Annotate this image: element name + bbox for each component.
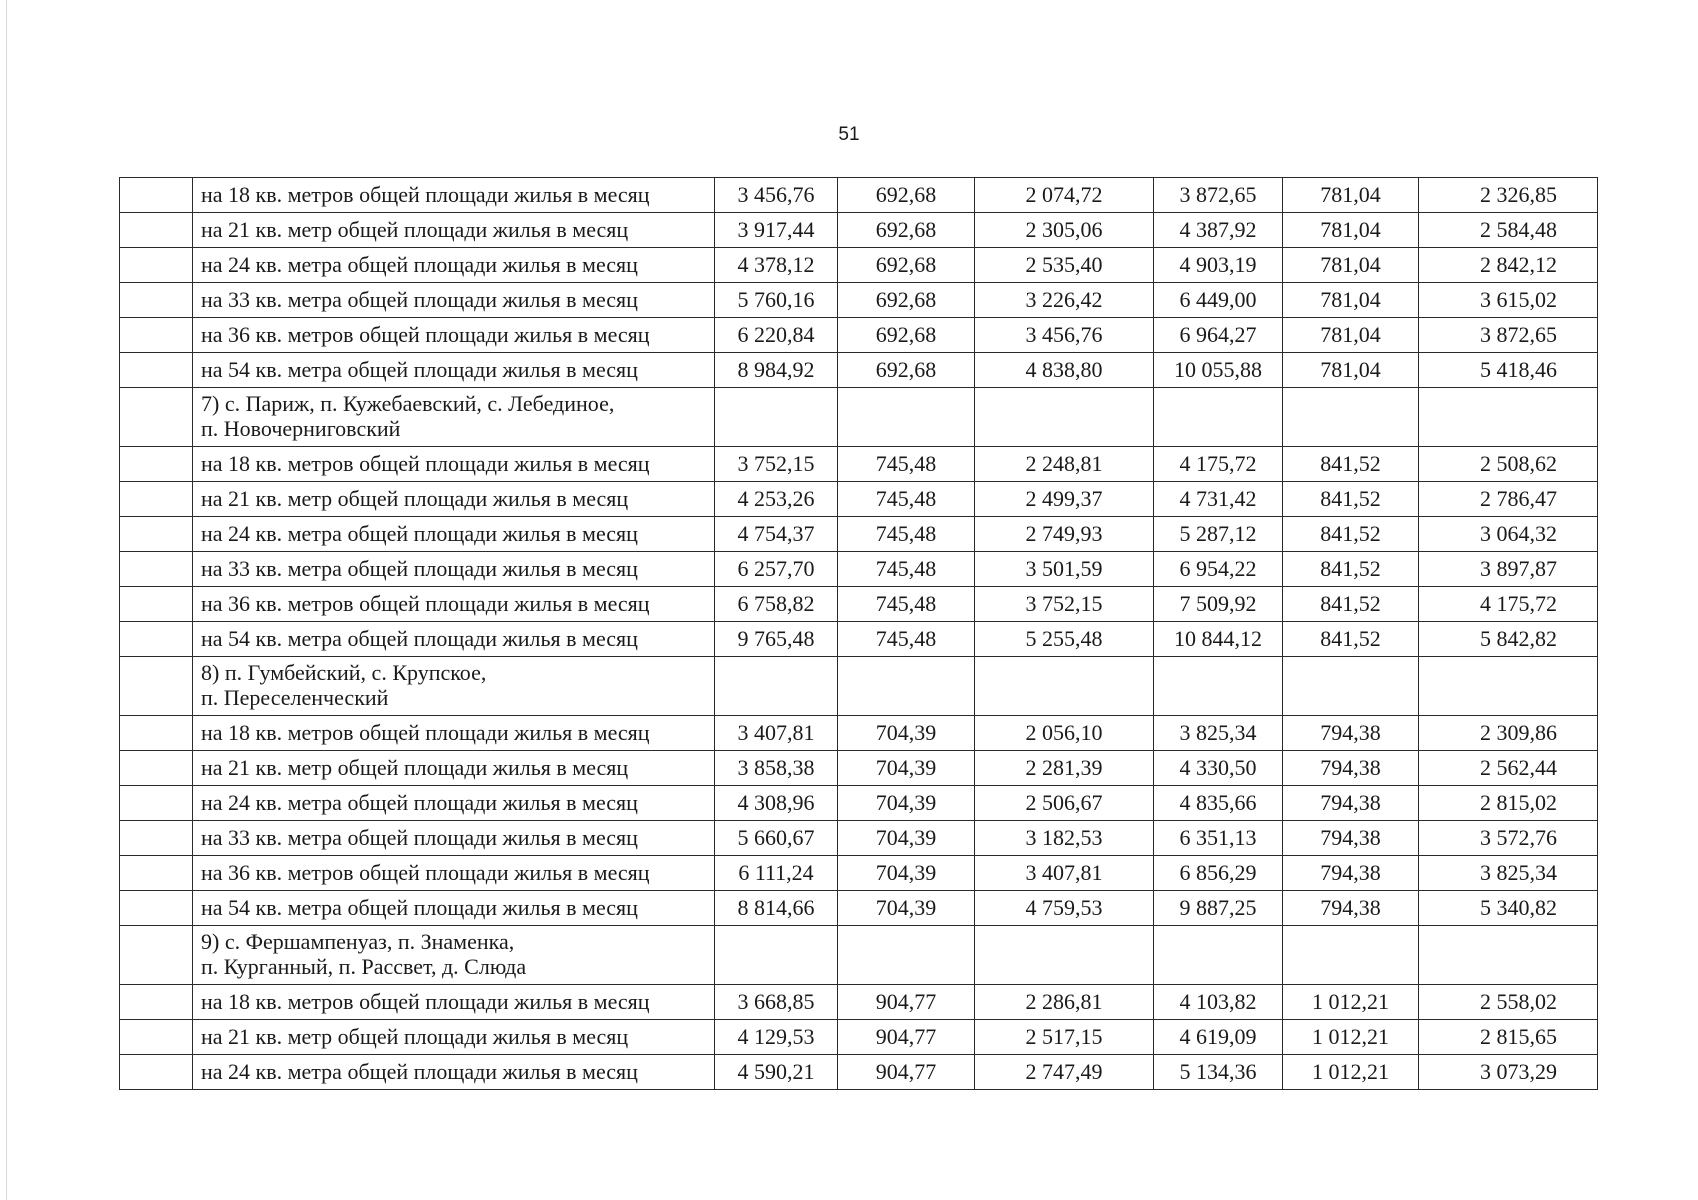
area-label-cell: на 21 кв. метр общей площади жилья в месяц xyxy=(193,213,715,248)
tariff-table xyxy=(119,177,1598,1090)
value-cell-col3: 2 506,67 xyxy=(975,786,1154,821)
value-cell-col6: 2 786,47 xyxy=(1419,482,1598,517)
row-index-cell xyxy=(120,657,193,716)
value-cell-col6: 5 842,82 xyxy=(1419,622,1598,657)
table-row xyxy=(120,1055,1598,1090)
value-cell-col3: 3 456,76 xyxy=(975,318,1154,353)
value-cell-col1: 8 814,66 xyxy=(715,891,838,926)
value-cell-col1: 6 257,70 xyxy=(715,552,838,587)
value-cell-col2: 704,39 xyxy=(838,891,975,926)
value-cell-col1: 3 668,85 xyxy=(715,985,838,1020)
value-cell-col6: 3 073,29 xyxy=(1419,1055,1598,1090)
empty-value-cell xyxy=(1154,657,1283,716)
value-cell-col2: 745,48 xyxy=(838,552,975,587)
value-cell-col1: 8 984,92 xyxy=(715,353,838,388)
row-index-cell xyxy=(120,482,193,517)
value-cell-col2: 745,48 xyxy=(838,622,975,657)
row-index-cell xyxy=(120,821,193,856)
value-cell-col5: 841,52 xyxy=(1283,622,1419,657)
empty-value-cell xyxy=(1154,926,1283,985)
value-cell-col2: 704,39 xyxy=(838,786,975,821)
value-cell-col6: 5 418,46 xyxy=(1419,353,1598,388)
row-index-cell xyxy=(120,447,193,482)
group-label-cell xyxy=(193,388,715,447)
value-cell-col2: 692,68 xyxy=(838,318,975,353)
empty-value-cell xyxy=(975,926,1154,985)
area-label-cell: на 18 кв. метров общей площади жилья в месяц xyxy=(193,985,715,1020)
row-index-cell xyxy=(120,891,193,926)
area-label-cell: на 33 кв. метра общей площади жилья в месяц xyxy=(193,821,715,856)
value-cell-col5: 1 012,21 xyxy=(1283,985,1419,1020)
area-label-cell: на 54 кв. метра общей площади жилья в месяц xyxy=(193,891,715,926)
table-row xyxy=(120,891,1598,926)
value-cell-col2: 692,68 xyxy=(838,178,975,213)
value-cell-col2: 692,68 xyxy=(838,283,975,318)
value-cell-col4: 6 351,13 xyxy=(1154,821,1283,856)
value-cell-col5: 781,04 xyxy=(1283,178,1419,213)
row-index-cell xyxy=(120,388,193,447)
value-cell-col5: 781,04 xyxy=(1283,283,1419,318)
area-label-cell: на 21 кв. метр общей площади жилья в месяц xyxy=(193,751,715,786)
empty-value-cell xyxy=(1154,388,1283,447)
empty-value-cell xyxy=(1419,926,1598,985)
empty-value-cell xyxy=(838,926,975,985)
value-cell-col2: 704,39 xyxy=(838,821,975,856)
area-label-cell: на 33 кв. метра общей площади жилья в месяц xyxy=(193,283,715,318)
empty-value-cell xyxy=(838,388,975,447)
value-cell-col4: 6 964,27 xyxy=(1154,318,1283,353)
area-label-cell: на 21 кв. метр общей площади жилья в месяц xyxy=(193,482,715,517)
value-cell-col1: 4 378,12 xyxy=(715,248,838,283)
value-cell-col2: 745,48 xyxy=(838,447,975,482)
value-cell-col4: 4 903,19 xyxy=(1154,248,1283,283)
table-row xyxy=(120,248,1598,283)
group-label-line2: п. Новочерниговский xyxy=(201,416,401,441)
area-label-cell: на 54 кв. метра общей площади жилья в месяц xyxy=(193,622,715,657)
value-cell-col4: 4 619,09 xyxy=(1154,1020,1283,1055)
row-index-cell xyxy=(120,622,193,657)
table-row xyxy=(120,622,1598,657)
table-row xyxy=(120,482,1598,517)
value-cell-col6: 2 584,48 xyxy=(1419,213,1598,248)
value-cell-col6: 2 558,02 xyxy=(1419,985,1598,1020)
value-cell-col3: 5 255,48 xyxy=(975,622,1154,657)
row-index-cell xyxy=(120,716,193,751)
tariff-table-body xyxy=(120,178,1598,1090)
value-cell-col3: 2 286,81 xyxy=(975,985,1154,1020)
value-cell-col1: 3 456,76 xyxy=(715,178,838,213)
value-cell-col5: 841,52 xyxy=(1283,517,1419,552)
value-cell-col1: 5 660,67 xyxy=(715,821,838,856)
value-cell-col6: 3 615,02 xyxy=(1419,283,1598,318)
page-number: 51 xyxy=(838,124,860,145)
value-cell-col6: 3 897,87 xyxy=(1419,552,1598,587)
row-index-cell xyxy=(120,856,193,891)
value-cell-col6: 2 562,44 xyxy=(1419,751,1598,786)
table-row xyxy=(120,716,1598,751)
value-cell-col6: 3 872,65 xyxy=(1419,318,1598,353)
value-cell-col6: 3 825,34 xyxy=(1419,856,1598,891)
area-label-cell: на 36 кв. метров общей площади жилья в месяц xyxy=(193,318,715,353)
value-cell-col5: 781,04 xyxy=(1283,353,1419,388)
value-cell-col1: 4 754,37 xyxy=(715,517,838,552)
value-cell-col5: 1 012,21 xyxy=(1283,1055,1419,1090)
value-cell-col4: 10 844,12 xyxy=(1154,622,1283,657)
value-cell-col3: 2 305,06 xyxy=(975,213,1154,248)
value-cell-col6: 3 572,76 xyxy=(1419,821,1598,856)
area-label-cell: на 36 кв. метров общей площади жилья в месяц xyxy=(193,856,715,891)
value-cell-col5: 841,52 xyxy=(1283,552,1419,587)
value-cell-col2: 904,77 xyxy=(838,985,975,1020)
group-label-cell xyxy=(193,926,715,985)
value-cell-col2: 692,68 xyxy=(838,248,975,283)
value-cell-col2: 745,48 xyxy=(838,482,975,517)
value-cell-col2: 745,48 xyxy=(838,517,975,552)
value-cell-col5: 841,52 xyxy=(1283,447,1419,482)
value-cell-col5: 794,38 xyxy=(1283,751,1419,786)
value-cell-col1: 4 308,96 xyxy=(715,786,838,821)
empty-value-cell xyxy=(715,926,838,985)
table-row xyxy=(120,587,1598,622)
value-cell-col1: 4 590,21 xyxy=(715,1055,838,1090)
row-index-cell xyxy=(120,213,193,248)
table-row xyxy=(120,447,1598,482)
value-cell-col3: 2 517,15 xyxy=(975,1020,1154,1055)
table-row xyxy=(120,856,1598,891)
value-cell-col1: 3 752,15 xyxy=(715,447,838,482)
empty-value-cell xyxy=(975,388,1154,447)
row-index-cell xyxy=(120,587,193,622)
area-label-cell: на 54 кв. метра общей площади жилья в месяц xyxy=(193,353,715,388)
row-index-cell xyxy=(120,178,193,213)
table-row xyxy=(120,1020,1598,1055)
value-cell-col6: 2 326,85 xyxy=(1419,178,1598,213)
row-index-cell xyxy=(120,926,193,985)
value-cell-col3: 2 747,49 xyxy=(975,1055,1154,1090)
value-cell-col2: 745,48 xyxy=(838,587,975,622)
value-cell-col4: 9 887,25 xyxy=(1154,891,1283,926)
value-cell-col4: 7 509,92 xyxy=(1154,587,1283,622)
row-index-cell xyxy=(120,786,193,821)
value-cell-col3: 3 752,15 xyxy=(975,587,1154,622)
value-cell-col4: 4 387,92 xyxy=(1154,213,1283,248)
value-cell-col4: 6 449,00 xyxy=(1154,283,1283,318)
group-label-line1: 7) с. Париж, п. Кужебаевский, с. Лебединое, xyxy=(201,391,615,416)
row-index-cell xyxy=(120,751,193,786)
group-label-line2: п. Переселенческий xyxy=(201,685,389,710)
group-label-line1: 8) п. Гумбейский, с. Крупское, xyxy=(201,660,487,685)
row-index-cell xyxy=(120,985,193,1020)
value-cell-col6: 2 815,65 xyxy=(1419,1020,1598,1055)
value-cell-col2: 904,77 xyxy=(838,1055,975,1090)
area-label-cell: на 24 кв. метра общей площади жилья в месяц xyxy=(193,248,715,283)
value-cell-col6: 3 064,32 xyxy=(1419,517,1598,552)
value-cell-col6: 2 842,12 xyxy=(1419,248,1598,283)
table-row xyxy=(120,353,1598,388)
empty-value-cell xyxy=(975,657,1154,716)
group-label-line1: 9) с. Фершампенуаз, п. Знаменка, xyxy=(201,929,515,954)
value-cell-col3: 4 759,53 xyxy=(975,891,1154,926)
table-row xyxy=(120,985,1598,1020)
value-cell-col6: 4 175,72 xyxy=(1419,587,1598,622)
value-cell-col3: 2 248,81 xyxy=(975,447,1154,482)
row-index-cell xyxy=(120,552,193,587)
value-cell-col5: 841,52 xyxy=(1283,482,1419,517)
value-cell-col1: 6 220,84 xyxy=(715,318,838,353)
value-cell-col6: 5 340,82 xyxy=(1419,891,1598,926)
value-cell-col4: 5 134,36 xyxy=(1154,1055,1283,1090)
group-header-row xyxy=(120,926,1598,985)
value-cell-col4: 10 055,88 xyxy=(1154,353,1283,388)
area-label-cell: на 24 кв. метра общей площади жилья в месяц xyxy=(193,517,715,552)
empty-value-cell xyxy=(1419,657,1598,716)
area-label-cell: на 18 кв. метров общей площади жилья в месяц xyxy=(193,178,715,213)
value-cell-col5: 781,04 xyxy=(1283,318,1419,353)
value-cell-col5: 841,52 xyxy=(1283,587,1419,622)
value-cell-col4: 3 825,34 xyxy=(1154,716,1283,751)
value-cell-col4: 6 954,22 xyxy=(1154,552,1283,587)
value-cell-col3: 2 749,93 xyxy=(975,517,1154,552)
value-cell-col1: 6 111,24 xyxy=(715,856,838,891)
table-row xyxy=(120,517,1598,552)
value-cell-col2: 704,39 xyxy=(838,716,975,751)
row-index-cell xyxy=(120,517,193,552)
value-cell-col2: 904,77 xyxy=(838,1020,975,1055)
table-row xyxy=(120,751,1598,786)
value-cell-col5: 1 012,21 xyxy=(1283,1020,1419,1055)
area-label-cell: на 36 кв. метров общей площади жилья в месяц xyxy=(193,587,715,622)
empty-value-cell xyxy=(1419,388,1598,447)
empty-value-cell xyxy=(838,657,975,716)
table-row xyxy=(120,786,1598,821)
table-row xyxy=(120,178,1598,213)
value-cell-col4: 6 856,29 xyxy=(1154,856,1283,891)
row-index-cell xyxy=(120,353,193,388)
table-row xyxy=(120,552,1598,587)
table-row xyxy=(120,821,1598,856)
value-cell-col2: 692,68 xyxy=(838,353,975,388)
value-cell-col3: 2 535,40 xyxy=(975,248,1154,283)
table-row xyxy=(120,283,1598,318)
value-cell-col5: 794,38 xyxy=(1283,821,1419,856)
value-cell-col3: 3 407,81 xyxy=(975,856,1154,891)
empty-value-cell xyxy=(715,657,838,716)
value-cell-col6: 2 309,86 xyxy=(1419,716,1598,751)
value-cell-col6: 2 508,62 xyxy=(1419,447,1598,482)
value-cell-col3: 3 182,53 xyxy=(975,821,1154,856)
value-cell-col4: 4 835,66 xyxy=(1154,786,1283,821)
value-cell-col3: 2 281,39 xyxy=(975,751,1154,786)
table-row xyxy=(120,213,1598,248)
group-label-line2: п. Курганный, п. Рассвет, д. Слюда xyxy=(201,954,527,979)
row-index-cell xyxy=(120,1020,193,1055)
value-cell-col6: 2 815,02 xyxy=(1419,786,1598,821)
value-cell-col3: 2 056,10 xyxy=(975,716,1154,751)
area-label-cell: на 24 кв. метра общей площади жилья в месяц xyxy=(193,1055,715,1090)
value-cell-col5: 781,04 xyxy=(1283,248,1419,283)
row-index-cell xyxy=(120,1055,193,1090)
value-cell-col4: 5 287,12 xyxy=(1154,517,1283,552)
group-label-cell xyxy=(193,657,715,716)
scan-edge-line xyxy=(6,0,7,1200)
value-cell-col3: 3 501,59 xyxy=(975,552,1154,587)
empty-value-cell xyxy=(715,388,838,447)
value-cell-col4: 3 872,65 xyxy=(1154,178,1283,213)
value-cell-col5: 781,04 xyxy=(1283,213,1419,248)
value-cell-col4: 4 330,50 xyxy=(1154,751,1283,786)
empty-value-cell xyxy=(1283,657,1419,716)
empty-value-cell xyxy=(1283,388,1419,447)
value-cell-col5: 794,38 xyxy=(1283,716,1419,751)
group-header-row xyxy=(120,657,1598,716)
value-cell-col3: 2 499,37 xyxy=(975,482,1154,517)
empty-value-cell xyxy=(1283,926,1419,985)
value-cell-col3: 4 838,80 xyxy=(975,353,1154,388)
value-cell-col1: 3 917,44 xyxy=(715,213,838,248)
value-cell-col5: 794,38 xyxy=(1283,856,1419,891)
value-cell-col3: 2 074,72 xyxy=(975,178,1154,213)
value-cell-col1: 9 765,48 xyxy=(715,622,838,657)
value-cell-col1: 6 758,82 xyxy=(715,587,838,622)
value-cell-col1: 4 129,53 xyxy=(715,1020,838,1055)
row-index-cell xyxy=(120,318,193,353)
row-index-cell xyxy=(120,248,193,283)
area-label-cell: на 18 кв. метров общей площади жилья в месяц xyxy=(193,447,715,482)
value-cell-col3: 3 226,42 xyxy=(975,283,1154,318)
area-label-cell: на 18 кв. метров общей площади жилья в месяц xyxy=(193,716,715,751)
group-header-row xyxy=(120,388,1598,447)
value-cell-col2: 692,68 xyxy=(838,213,975,248)
value-cell-col1: 4 253,26 xyxy=(715,482,838,517)
area-label-cell: на 21 кв. метр общей площади жилья в месяц xyxy=(193,1020,715,1055)
value-cell-col1: 3 407,81 xyxy=(715,716,838,751)
value-cell-col5: 794,38 xyxy=(1283,891,1419,926)
value-cell-col1: 3 858,38 xyxy=(715,751,838,786)
area-label-cell: на 24 кв. метра общей площади жилья в месяц xyxy=(193,786,715,821)
value-cell-col4: 4 175,72 xyxy=(1154,447,1283,482)
table-row xyxy=(120,318,1598,353)
value-cell-col1: 5 760,16 xyxy=(715,283,838,318)
row-index-cell xyxy=(120,283,193,318)
area-label-cell: на 33 кв. метра общей площади жилья в месяц xyxy=(193,552,715,587)
value-cell-col4: 4 103,82 xyxy=(1154,985,1283,1020)
value-cell-col4: 4 731,42 xyxy=(1154,482,1283,517)
value-cell-col2: 704,39 xyxy=(838,751,975,786)
value-cell-col5: 794,38 xyxy=(1283,786,1419,821)
value-cell-col2: 704,39 xyxy=(838,856,975,891)
